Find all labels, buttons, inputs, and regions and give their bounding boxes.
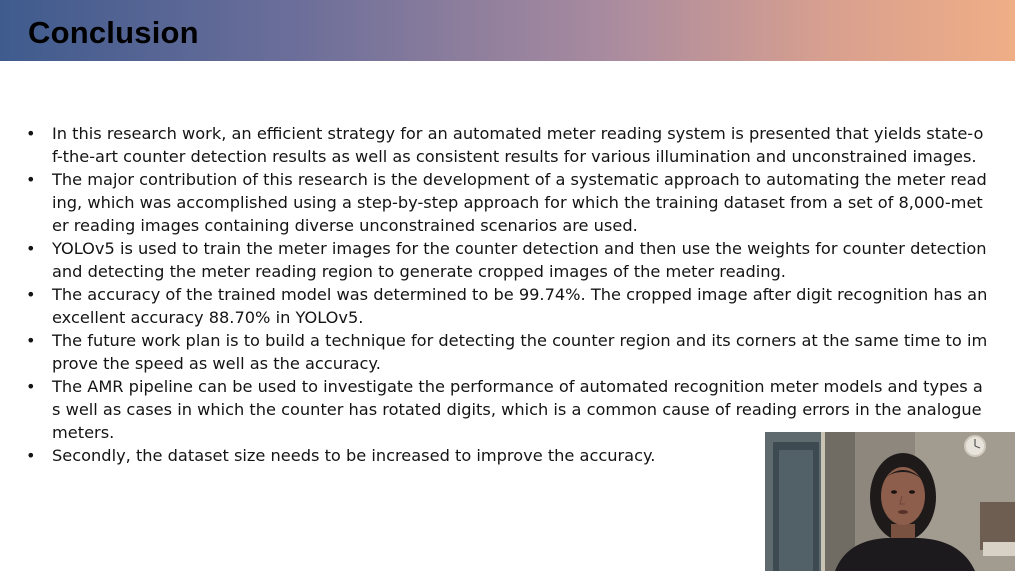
bullet-item (26, 122, 988, 168)
bullet-item (26, 237, 988, 283)
bullet-text: The AMR pipeline can be used to investigate the performance of automated recognition meter models and types as well as cases in which the counter has rotated digits, which is a common cause of reading errors in the analogue meters. (52, 377, 983, 442)
bullet-text: The accuracy of the trained model was determined to be 99.74%. The cropped image after digit recognition has an excellent accuracy 88.70% in YOLOv5. (52, 285, 988, 327)
bullet-icon: • (26, 331, 36, 350)
bullet-icon: • (26, 170, 36, 189)
slide-title: Conclusion (28, 15, 199, 50)
bullet-list (26, 122, 988, 467)
bullet-icon: • (26, 285, 36, 304)
presenter-video-feed (765, 432, 1015, 571)
bullet-item (26, 283, 988, 329)
bullet-text: In this research work, an efficient strategy for an automated meter reading system is presented that yields state-of-the-art counter detection results as well as consistent results for various illumination and unconstrained images. (52, 124, 984, 166)
bullet-icon: • (26, 377, 36, 396)
bullet-text: The major contribution of this research is the development of a systematic approach to automating the meter reading, which was accomplished using a step-by-step approach for which the training dataset from a set of 8,000-meter reading images containing diverse unconstrained scenarios are used. (52, 170, 987, 235)
bullet-item (26, 168, 988, 237)
bullet-text: The future work plan is to build a technique for detecting the counter region and its corners at the same time to improve the speed as well as the accuracy. (52, 331, 988, 373)
bullet-text: Secondly, the dataset size needs to be increased to improve the accuracy. (52, 446, 656, 465)
bullet-icon: • (26, 239, 36, 258)
bullet-text: YOLOv5 is used to train the meter images for the counter detection and then use the weights for counter detection and detecting the meter reading region to generate cropped images of the meter reading. (52, 239, 987, 281)
bullet-icon: • (26, 124, 36, 143)
bullet-item (26, 329, 988, 375)
bullet-icon: • (26, 446, 36, 465)
presenter-webcam (765, 432, 1015, 571)
title-bar (0, 0, 1015, 61)
